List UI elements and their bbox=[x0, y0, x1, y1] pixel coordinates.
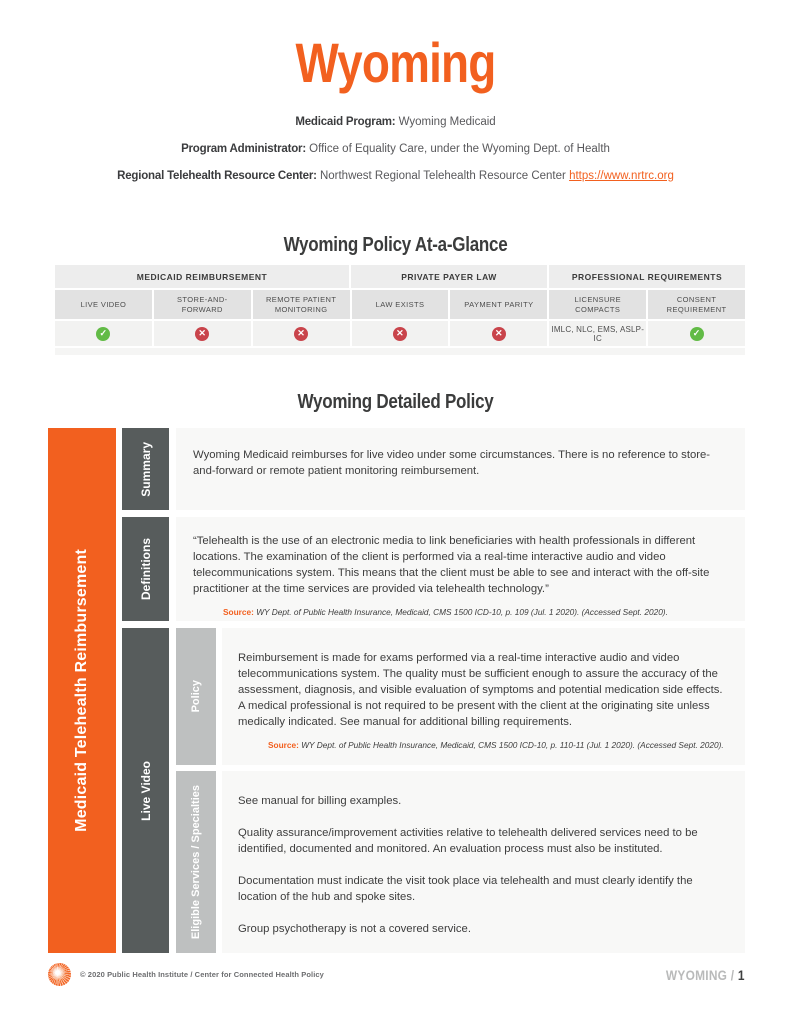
definitions-row bbox=[122, 517, 745, 621]
meta-block bbox=[0, 109, 791, 190]
glance-column-header: PAYMENT PARITY bbox=[450, 290, 547, 319]
glance-status-cell bbox=[253, 321, 350, 346]
live-video-row bbox=[122, 628, 745, 953]
live-video-row-label-bar bbox=[122, 628, 169, 953]
detailed-policy-table bbox=[48, 428, 745, 953]
check-circle-icon: ✓ bbox=[96, 327, 110, 341]
detail-heading: Wyoming Detailed Policy bbox=[297, 391, 494, 413]
policy-subrow-label-bar bbox=[176, 628, 216, 765]
policy-content bbox=[222, 628, 745, 765]
source-citation: WY Dept. of Public Health Insurance, Medicaid, CMS 1500 ICD-10, p. 110-11 (Jul. 1 2020). (Accessed Sept. 2020). bbox=[301, 740, 724, 750]
policy-text: Reimbursement is made for exams performed via a real-time interactive audio and video telecommunications system. The quality must be sufficient enough to assure the accuracy of the assessment, diagnosis, and visible evaluation of symptoms and potential medication side effects. A medical professional is not required to be present with the client at the originating site unless medically indicated. See manual for additional billing requirements. bbox=[238, 652, 723, 728]
glance-group-cell: PRIVATE PAYER LAW bbox=[351, 265, 547, 288]
summary-text: Wyoming Medicaid reimburses for live video under some circumstances. There is no reference to store-and-forward or remote patient monitoring reimbursement. bbox=[176, 428, 745, 510]
meta-telehealth-resource-center bbox=[0, 163, 791, 190]
eligible-services-paragraph: Documentation must indicate the visit took place via telehealth and must clearly identify the location of the hub and spoke sites. bbox=[238, 875, 693, 903]
glance-status-row bbox=[55, 321, 745, 346]
meta-label: Regional Telehealth Resource Center: bbox=[117, 170, 317, 182]
page-title: Wyoming bbox=[295, 31, 496, 94]
meta-label: Program Administrator: bbox=[181, 143, 306, 155]
eligible-services-label: Eligible Services / Specialties bbox=[190, 784, 202, 940]
glance-column-header: REMOTE PATIENT MONITORING bbox=[253, 290, 350, 319]
detail-rows bbox=[122, 428, 745, 953]
policy-subrow bbox=[176, 628, 745, 765]
live-video-row-label: Live Video bbox=[138, 760, 153, 821]
glance-table-bottom-strip bbox=[55, 348, 745, 355]
eligible-services-paragraph: Quality assurance/improvement activities relative to telehealth delivered services need to be identified, documented and monitored. An evaluation process must also be instituted. bbox=[238, 827, 698, 855]
summary-row-label-bar bbox=[122, 428, 169, 510]
cchp-sunburst-logo-icon bbox=[48, 963, 71, 986]
nrtrc-link[interactable]: https://www.nrtrc.org bbox=[569, 170, 674, 182]
check-circle-icon: ✓ bbox=[690, 327, 704, 341]
definitions-text: “Telehealth is the use of an electronic media to link beneficiaries with health professionals in different locations. The examination of the client is performed via a real-time interactive audio and video telecommunications system. This means that the client must be able to see and interact with the off-site practitioner at the time services are provided via telehealth technology.” bbox=[193, 534, 710, 595]
glance-status-cell bbox=[450, 321, 547, 346]
x-circle-icon: ✕ bbox=[492, 327, 506, 341]
eligible-services-content bbox=[222, 771, 745, 953]
glance-column-row bbox=[55, 290, 745, 319]
definitions-row-label: Definitions bbox=[138, 537, 153, 600]
eligible-services-label-bar bbox=[176, 771, 216, 953]
live-video-subrows bbox=[176, 628, 745, 953]
meta-value: Wyoming Medicaid bbox=[398, 116, 496, 128]
source-citation: WY Dept. of Public Health Insurance, Medicaid, CMS 1500 ICD-10, p. 109 (Jul. 1 2020). (Accessed Sept. 2020). bbox=[256, 606, 668, 617]
meta-value: Office of Equality Care, under the Wyoming Dept. of Health bbox=[309, 143, 610, 155]
glance-column-header: LICENSURE COMPACTS bbox=[549, 290, 646, 319]
definitions-row-label-bar bbox=[122, 517, 169, 621]
policy-subrow-label: Policy bbox=[190, 680, 202, 713]
footer-page-indicator bbox=[666, 967, 745, 983]
eligible-services-subrow bbox=[176, 771, 745, 953]
definitions-content bbox=[176, 517, 745, 621]
glance-status-cell bbox=[154, 321, 251, 346]
summary-row bbox=[122, 428, 745, 510]
glance-group-row bbox=[55, 265, 745, 288]
x-circle-icon: ✕ bbox=[393, 327, 407, 341]
policy-at-a-glance-table bbox=[55, 265, 745, 355]
glance-status-cell bbox=[55, 321, 152, 346]
meta-medicaid-program bbox=[0, 109, 791, 136]
glance-group-cell: PROFESSIONAL REQUIREMENTS bbox=[549, 265, 745, 288]
glance-status-cell bbox=[648, 321, 745, 346]
category-bar-medicaid-telehealth-reimbursement bbox=[48, 428, 116, 953]
glance-column-header: CONSENT REQUIREMENT bbox=[648, 290, 745, 319]
glance-column-header: STORE-AND-FORWARD bbox=[154, 290, 251, 319]
summary-row-label: Summary bbox=[138, 441, 153, 497]
meta-label: Medicaid Program: bbox=[295, 116, 396, 128]
page-footer bbox=[48, 963, 745, 986]
x-circle-icon: ✕ bbox=[294, 327, 308, 341]
meta-value: Northwest Regional Telehealth Resource Center bbox=[319, 170, 566, 182]
glance-column-header: LAW EXISTS bbox=[352, 290, 449, 319]
footer-page-number: 1 bbox=[738, 966, 745, 983]
meta-program-administrator bbox=[0, 136, 791, 163]
glance-group-cell: MEDICAID REIMBURSEMENT bbox=[55, 265, 349, 288]
policy-source bbox=[238, 740, 729, 751]
x-circle-icon: ✕ bbox=[195, 327, 209, 341]
glance-heading: Wyoming Policy At-a-Glance bbox=[283, 234, 508, 256]
glance-column-header: LIVE VIDEO bbox=[55, 290, 152, 319]
eligible-services-paragraph: Group psychotherapy is not a covered service. bbox=[238, 923, 471, 935]
glance-status-text: IMLC, NLC, EMS, ASLP-IC bbox=[549, 321, 646, 346]
glance-status-cell bbox=[352, 321, 449, 346]
category-bar-label: Medicaid Telehealth Reimbursement bbox=[73, 549, 90, 832]
source-label: Source: bbox=[268, 740, 299, 750]
definitions-source bbox=[193, 607, 723, 618]
footer-copyright: © 2020 Public Health Institute / Center for Connected Health Policy bbox=[80, 970, 324, 979]
eligible-services-paragraph: See manual for billing examples. bbox=[238, 795, 402, 807]
source-label: Source: bbox=[223, 606, 254, 617]
footer-state-label: WYOMING / bbox=[666, 966, 735, 983]
